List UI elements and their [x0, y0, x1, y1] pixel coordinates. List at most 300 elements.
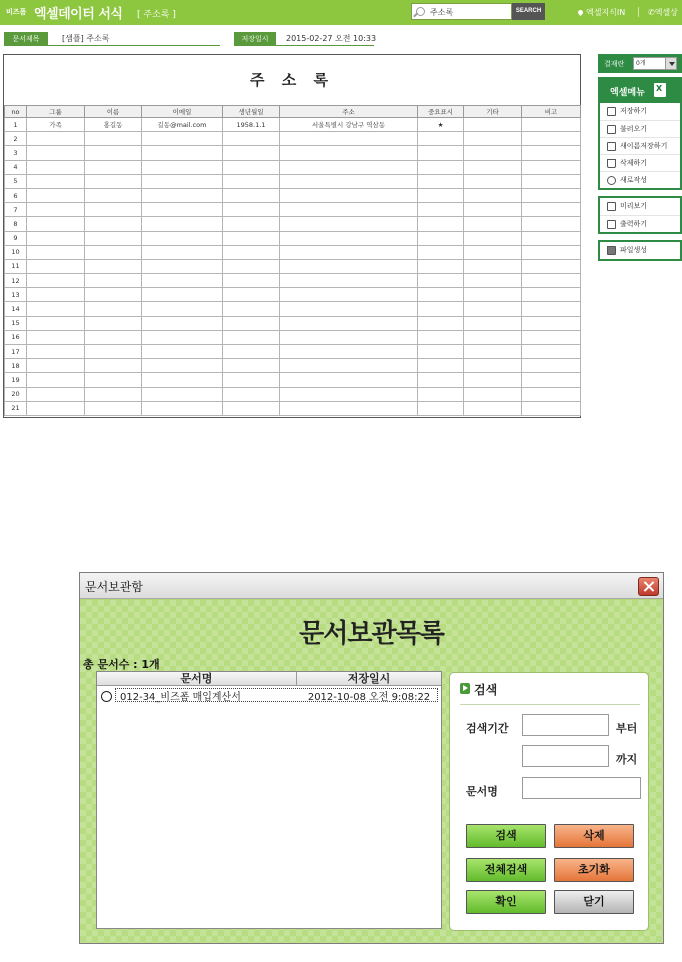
table-cell[interactable]	[223, 259, 280, 273]
menu-group-print	[598, 196, 682, 234]
table-cell[interactable]	[142, 217, 223, 231]
menu-item[interactable]	[600, 198, 680, 215]
row-number-cell[interactable]: 6	[5, 188, 27, 202]
table-cell[interactable]: 길동@mail.com	[142, 118, 223, 132]
table-cell[interactable]	[85, 373, 142, 387]
menu-item-label: 불러오기	[620, 125, 648, 133]
document-list[interactable]	[96, 671, 442, 929]
search-button[interactable]: SEARCH	[512, 3, 545, 20]
table-cell[interactable]	[223, 401, 280, 415]
table-cell[interactable]	[142, 231, 223, 245]
address-book-sheet	[3, 54, 581, 418]
ok-button[interactable]: 확인	[466, 890, 546, 914]
excel-icon	[654, 83, 666, 97]
table-cell[interactable]	[223, 316, 280, 330]
dropdown-arrow-icon[interactable]	[665, 58, 676, 69]
row-number-cell[interactable]: 3	[5, 146, 27, 160]
table-cell[interactable]	[418, 359, 464, 373]
table-cell[interactable]	[280, 274, 418, 288]
address-table	[4, 105, 581, 416]
table-cell[interactable]	[85, 288, 142, 302]
table-cell[interactable]	[85, 146, 142, 160]
approval-select[interactable]	[633, 57, 677, 70]
column-header[interactable]: 주소	[280, 106, 418, 118]
column-header[interactable]: 그룹	[27, 106, 85, 118]
table-cell[interactable]: ★	[418, 118, 464, 132]
table-cell[interactable]	[280, 132, 418, 146]
table-cell[interactable]: 서울특별시 강남구 역삼동	[280, 118, 418, 132]
table-cell[interactable]	[27, 259, 85, 273]
table-row[interactable]	[5, 132, 581, 146]
menu-item[interactable]	[600, 171, 680, 188]
table-cell[interactable]	[280, 359, 418, 373]
print-icon	[607, 220, 616, 229]
knowledge-link-label: 엑셀지식IN	[586, 8, 626, 17]
row-number-cell[interactable]: 14	[5, 302, 27, 316]
table-cell[interactable]	[85, 387, 142, 401]
table-cell[interactable]	[223, 245, 280, 259]
table-row[interactable]	[5, 359, 581, 373]
table-cell[interactable]	[280, 345, 418, 359]
menu-item-label: 새이름저장하기	[620, 142, 668, 150]
row-number-cell[interactable]: 18	[5, 359, 27, 373]
table-cell[interactable]	[418, 203, 464, 217]
doc-title-tag: 문서제목	[4, 32, 48, 46]
table-cell[interactable]	[464, 132, 522, 146]
table-cell[interactable]	[142, 302, 223, 316]
select-radio[interactable]	[101, 691, 112, 702]
search-button[interactable]: 검색	[466, 824, 546, 848]
table-cell[interactable]	[27, 188, 85, 202]
table-cell[interactable]	[27, 373, 85, 387]
menu-item[interactable]	[600, 120, 680, 137]
table-cell[interactable]	[522, 160, 581, 174]
table-cell[interactable]	[223, 302, 280, 316]
table-cell[interactable]: 홍길동	[85, 118, 142, 132]
row-number-cell[interactable]: 9	[5, 231, 27, 245]
document-name: 012-34_비즈폼 매입계산서	[120, 692, 241, 703]
table-cell[interactable]	[418, 387, 464, 401]
save-icon	[607, 107, 616, 116]
table-cell[interactable]	[27, 203, 85, 217]
table-cell[interactable]	[418, 259, 464, 273]
table-cell[interactable]	[522, 146, 581, 160]
table-cell[interactable]	[85, 188, 142, 202]
table-body	[5, 118, 581, 416]
doc-title-value: [샘플] 주소록	[62, 34, 110, 43]
row-number-cell[interactable]: 4	[5, 160, 27, 174]
table-cell[interactable]	[418, 146, 464, 160]
table-cell[interactable]	[522, 387, 581, 401]
table-cell[interactable]	[522, 132, 581, 146]
table-cell[interactable]	[464, 330, 522, 344]
search-panel-title: 검색	[474, 683, 498, 697]
close-icon[interactable]	[638, 577, 659, 596]
table-cell[interactable]	[142, 203, 223, 217]
table-cell[interactable]	[418, 288, 464, 302]
table-row[interactable]	[5, 259, 581, 273]
table-cell[interactable]	[142, 330, 223, 344]
table-cell[interactable]	[464, 288, 522, 302]
pin-icon	[577, 9, 584, 16]
row-number-cell[interactable]: 7	[5, 203, 27, 217]
table-cell[interactable]	[418, 188, 464, 202]
table-cell[interactable]	[142, 160, 223, 174]
table-cell[interactable]	[522, 188, 581, 202]
folder-icon	[607, 246, 616, 255]
table-cell[interactable]	[85, 259, 142, 273]
table-cell[interactable]	[464, 188, 522, 202]
table-cell[interactable]	[223, 330, 280, 344]
table-row[interactable]	[5, 330, 581, 344]
knowledge-link[interactable]	[578, 7, 625, 18]
table-cell[interactable]	[418, 245, 464, 259]
table-cell[interactable]	[464, 316, 522, 330]
row-number-cell[interactable]: 10	[5, 245, 27, 259]
table-cell[interactable]	[223, 132, 280, 146]
table-cell[interactable]	[85, 160, 142, 174]
reset-button[interactable]: 초기화	[554, 858, 634, 882]
row-number-cell[interactable]: 19	[5, 373, 27, 387]
table-cell[interactable]	[464, 245, 522, 259]
table-cell[interactable]	[85, 302, 142, 316]
document-list-header	[97, 672, 441, 686]
table-cell[interactable]	[522, 231, 581, 245]
table-cell[interactable]	[27, 245, 85, 259]
top-header-bar	[0, 0, 682, 25]
table-row[interactable]	[5, 146, 581, 160]
table-cell[interactable]	[27, 345, 85, 359]
period-label: 검색기간	[466, 722, 509, 735]
table-cell[interactable]	[280, 245, 418, 259]
table-cell[interactable]	[280, 401, 418, 415]
table-cell[interactable]	[464, 359, 522, 373]
period-from-input[interactable]	[522, 714, 609, 736]
table-cell[interactable]	[142, 274, 223, 288]
dialog-titlebar[interactable]	[80, 573, 663, 599]
table-cell[interactable]	[280, 203, 418, 217]
table-cell[interactable]	[522, 217, 581, 231]
table-cell[interactable]	[223, 288, 280, 302]
table-cell[interactable]	[142, 345, 223, 359]
table-cell[interactable]	[280, 302, 418, 316]
doc-title-underline	[48, 45, 220, 46]
row-number-cell[interactable]: 12	[5, 274, 27, 288]
table-cell[interactable]	[223, 174, 280, 188]
arrow-right-icon	[460, 683, 470, 694]
table-cell[interactable]	[85, 274, 142, 288]
table-cell[interactable]	[142, 359, 223, 373]
column-header[interactable]: 이름	[85, 106, 142, 118]
table-cell[interactable]	[223, 359, 280, 373]
table-cell[interactable]	[280, 330, 418, 344]
approval-label: 결재란	[604, 60, 625, 68]
dialog-heading: 문서보관목록	[299, 619, 444, 649]
table-cell[interactable]	[280, 188, 418, 202]
table-cell[interactable]	[280, 231, 418, 245]
table-cell[interactable]	[418, 274, 464, 288]
close-button[interactable]: 닫기	[554, 890, 634, 914]
table-row[interactable]	[5, 302, 581, 316]
document-date: 2012-10-08 오전 9:08:22	[307, 692, 431, 703]
table-cell[interactable]	[142, 401, 223, 415]
column-header-name[interactable]: 문서명	[97, 672, 297, 686]
table-cell[interactable]	[464, 203, 522, 217]
table-cell[interactable]	[418, 217, 464, 231]
table-row[interactable]	[5, 373, 581, 387]
delete-button[interactable]: 삭제	[554, 824, 634, 848]
table-cell[interactable]	[85, 330, 142, 344]
table-cell[interactable]	[280, 288, 418, 302]
table-cell[interactable]	[223, 188, 280, 202]
table-cell[interactable]	[464, 302, 522, 316]
row-number-cell[interactable]: 2	[5, 132, 27, 146]
table-row[interactable]	[5, 118, 581, 132]
column-header[interactable]: no	[5, 106, 27, 118]
table-cell[interactable]	[464, 174, 522, 188]
row-number-cell[interactable]: 21	[5, 401, 27, 415]
table-cell[interactable]	[522, 401, 581, 415]
table-cell[interactable]	[418, 302, 464, 316]
column-header[interactable]: 비고	[522, 106, 581, 118]
table-cell[interactable]	[418, 330, 464, 344]
table-row[interactable]	[5, 387, 581, 401]
table-cell[interactable]	[85, 316, 142, 330]
table-cell[interactable]	[280, 217, 418, 231]
table-cell[interactable]: 1958.1.1	[223, 118, 280, 132]
search-box[interactable]	[411, 3, 512, 20]
page-category-label: [ 주소록 ]	[137, 10, 176, 20]
table-cell[interactable]	[27, 274, 85, 288]
brand-title[interactable]: 엑셀데이터 서식	[34, 7, 123, 22]
menu-item-label: 출력하기	[620, 220, 648, 228]
table-cell[interactable]	[142, 146, 223, 160]
table-row[interactable]	[5, 274, 581, 288]
table-cell[interactable]	[522, 359, 581, 373]
search-all-button[interactable]: 전체검색	[466, 858, 546, 882]
column-header[interactable]: 생년월일	[223, 106, 280, 118]
table-cell[interactable]	[27, 160, 85, 174]
row-number-cell[interactable]: 17	[5, 345, 27, 359]
list-item[interactable]	[97, 687, 441, 704]
excel-menu-header	[598, 77, 682, 103]
saved-time-underline	[276, 45, 374, 46]
table-cell[interactable]	[280, 160, 418, 174]
table-cell[interactable]	[27, 288, 85, 302]
row-number-cell[interactable]: 16	[5, 330, 27, 344]
column-header[interactable]: 이메일	[142, 106, 223, 118]
row-number-cell[interactable]: 13	[5, 288, 27, 302]
table-cell[interactable]	[142, 245, 223, 259]
table-cell[interactable]	[27, 316, 85, 330]
table-cell[interactable]	[522, 274, 581, 288]
table-cell[interactable]	[464, 373, 522, 387]
table-cell[interactable]	[142, 259, 223, 273]
table-row[interactable]	[5, 231, 581, 245]
table-cell[interactable]	[85, 132, 142, 146]
trash-icon	[607, 159, 616, 168]
table-cell[interactable]	[464, 274, 522, 288]
saved-time-value: 2015-02-27 오전 10:33	[286, 34, 377, 43]
table-row[interactable]	[5, 401, 581, 415]
row-number-cell[interactable]: 5	[5, 174, 27, 188]
row-number-cell[interactable]: 8	[5, 217, 27, 231]
table-cell[interactable]	[418, 316, 464, 330]
table-cell[interactable]	[27, 217, 85, 231]
table-cell[interactable]	[223, 231, 280, 245]
search-panel-header	[460, 681, 640, 705]
table-row[interactable]	[5, 316, 581, 330]
table-cell[interactable]	[464, 401, 522, 415]
menu-item[interactable]	[600, 103, 680, 120]
new-doc-icon	[607, 176, 616, 185]
table-cell[interactable]	[522, 118, 581, 132]
table-cell[interactable]	[522, 174, 581, 188]
table-cell[interactable]	[418, 174, 464, 188]
dialog-window-title: 문서보관함	[85, 580, 143, 594]
approval-box	[598, 54, 682, 73]
table-cell[interactable]	[85, 231, 142, 245]
approval-select-value: 0개	[636, 60, 646, 67]
table-cell[interactable]	[522, 302, 581, 316]
row-number-cell[interactable]: 1	[5, 118, 27, 132]
table-cell[interactable]	[223, 274, 280, 288]
table-row[interactable]	[5, 245, 581, 259]
table-cell[interactable]	[85, 174, 142, 188]
table-cell[interactable]	[522, 373, 581, 387]
table-cell[interactable]	[418, 401, 464, 415]
table-row[interactable]	[5, 174, 581, 188]
table-cell[interactable]	[27, 387, 85, 401]
brand-logo-small[interactable]: 비즈폼	[6, 8, 27, 16]
row-number-cell[interactable]: 11	[5, 259, 27, 273]
menu-item-label: 파일생성	[620, 246, 648, 254]
table-cell[interactable]	[27, 146, 85, 160]
table-cell[interactable]	[142, 288, 223, 302]
period-to-input[interactable]	[522, 745, 609, 767]
table-cell[interactable]	[85, 217, 142, 231]
table-cell[interactable]	[142, 387, 223, 401]
table-cell[interactable]	[280, 373, 418, 387]
table-cell[interactable]	[418, 345, 464, 359]
menu-item[interactable]	[600, 137, 680, 154]
table-cell[interactable]	[522, 345, 581, 359]
sheet-title: 주 소 록	[250, 71, 334, 89]
menu-item[interactable]	[600, 242, 680, 259]
table-cell[interactable]	[27, 231, 85, 245]
table-cell[interactable]	[85, 359, 142, 373]
table-cell[interactable]	[27, 132, 85, 146]
table-cell[interactable]	[522, 288, 581, 302]
table-cell[interactable]	[522, 245, 581, 259]
table-cell[interactable]	[418, 132, 464, 146]
table-cell[interactable]	[85, 345, 142, 359]
table-cell[interactable]	[223, 373, 280, 387]
table-cell[interactable]	[223, 146, 280, 160]
column-header[interactable]: 중요표시	[418, 106, 464, 118]
table-cell[interactable]	[464, 345, 522, 359]
table-cell[interactable]	[464, 259, 522, 273]
table-cell[interactable]	[142, 174, 223, 188]
table-cell[interactable]	[142, 316, 223, 330]
table-cell[interactable]	[142, 188, 223, 202]
document-storage-dialog	[79, 572, 664, 944]
table-row[interactable]	[5, 217, 581, 231]
preview-icon	[607, 202, 616, 211]
table-cell[interactable]	[142, 132, 223, 146]
row-number-cell[interactable]: 20	[5, 387, 27, 401]
table-cell[interactable]	[223, 160, 280, 174]
column-header-date[interactable]: 저장일시	[347, 672, 391, 685]
table-cell[interactable]	[280, 146, 418, 160]
table-cell[interactable]	[464, 217, 522, 231]
table-row[interactable]	[5, 160, 581, 174]
table-cell[interactable]	[464, 146, 522, 160]
table-cell[interactable]	[464, 231, 522, 245]
table-cell[interactable]	[27, 330, 85, 344]
table-cell[interactable]	[223, 345, 280, 359]
table-cell[interactable]	[27, 401, 85, 415]
table-row[interactable]	[5, 288, 581, 302]
save-as-icon	[607, 142, 616, 151]
table-cell[interactable]	[27, 302, 85, 316]
header-divider	[638, 7, 639, 17]
table-cell[interactable]	[464, 118, 522, 132]
table-cell[interactable]	[280, 174, 418, 188]
phone-icon: ✆	[648, 8, 655, 17]
table-cell[interactable]	[280, 316, 418, 330]
table-cell[interactable]	[522, 203, 581, 217]
table-cell[interactable]	[522, 316, 581, 330]
table-cell[interactable]	[85, 245, 142, 259]
table-cell[interactable]	[464, 160, 522, 174]
row-number-cell[interactable]: 15	[5, 316, 27, 330]
document-count: 총 문서수 : 1개	[83, 658, 160, 671]
search-panel	[449, 672, 649, 931]
table-cell[interactable]	[522, 330, 581, 344]
table-cell[interactable]	[418, 160, 464, 174]
search-input[interactable]	[430, 6, 510, 18]
table-cell[interactable]	[223, 217, 280, 231]
consult-link[interactable]	[648, 7, 678, 18]
table-cell[interactable]	[27, 359, 85, 373]
table-cell[interactable]: 가족	[27, 118, 85, 132]
table-cell[interactable]	[223, 203, 280, 217]
menu-group-create	[598, 240, 682, 261]
column-header[interactable]: 기타	[464, 106, 522, 118]
menu-item[interactable]	[600, 215, 680, 232]
table-cell[interactable]	[85, 203, 142, 217]
table-cell[interactable]	[27, 174, 85, 188]
table-cell[interactable]	[522, 259, 581, 273]
table-cell[interactable]	[142, 373, 223, 387]
menu-item[interactable]	[600, 154, 680, 171]
docname-input[interactable]	[522, 777, 641, 799]
table-cell[interactable]	[223, 387, 280, 401]
table-cell[interactable]	[418, 231, 464, 245]
table-row[interactable]	[5, 188, 581, 202]
table-row[interactable]	[5, 345, 581, 359]
docname-label: 문서명	[466, 785, 498, 798]
menu-item-label: 저장하기	[620, 107, 648, 115]
table-cell[interactable]	[280, 259, 418, 273]
table-cell[interactable]	[280, 387, 418, 401]
table-cell[interactable]	[418, 373, 464, 387]
table-cell[interactable]	[85, 401, 142, 415]
document-info-row	[0, 32, 682, 48]
table-row[interactable]	[5, 203, 581, 217]
table-cell[interactable]	[464, 387, 522, 401]
